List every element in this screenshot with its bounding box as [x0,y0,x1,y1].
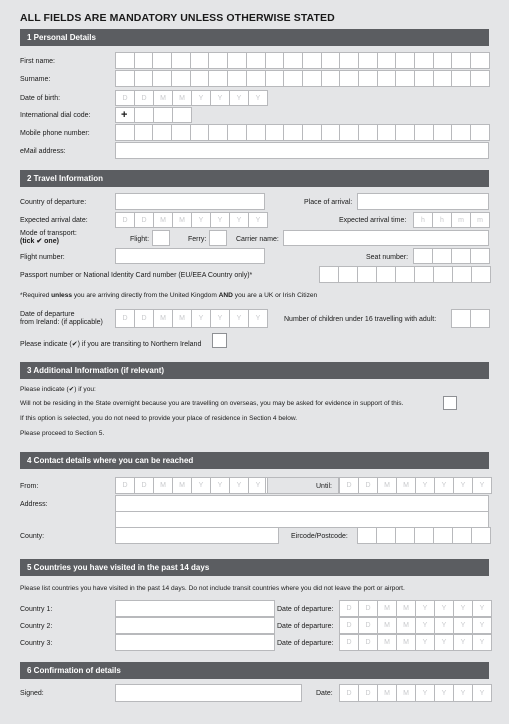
input-cell[interactable]: h [432,212,452,228]
input-cell[interactable]: M [377,634,397,651]
input-cell[interactable] [452,527,472,544]
input-cell[interactable]: Y [191,477,211,494]
county-field[interactable] [115,527,279,544]
input-cell[interactable]: M [153,90,173,106]
surname-field[interactable] [115,70,489,87]
input-cell[interactable]: Y [415,634,435,651]
country-1-label: Country 1: [20,606,53,613]
input-cell[interactable]: D [134,477,154,494]
input-cell[interactable]: D [134,212,154,228]
input-cell[interactable]: D [358,600,378,617]
input-cell[interactable]: Y [248,212,268,228]
input-cell[interactable] [395,124,415,141]
input-cell[interactable] [190,124,210,141]
option-note: If this option is selected, you do not need to provide your place of residence in Section 4 below. [20,415,298,422]
mobile-field[interactable] [115,124,489,141]
input-cell[interactable]: h [413,212,433,228]
plus-sign: + [121,109,128,121]
input-cell[interactable]: M [172,90,192,106]
input-cell[interactable] [134,52,154,69]
input-cell[interactable]: Y [472,600,492,617]
country-3-label: Country 3: [20,640,53,647]
input-cell[interactable] [414,124,434,141]
input-cell[interactable]: D [358,634,378,651]
country-departure-label: Country of departure: [20,199,87,206]
dep-ireland-label-2: from Ireland: (if applicable) [20,319,103,326]
input-cell[interactable]: M [396,600,416,617]
country-2-field[interactable] [115,617,275,634]
input-cell[interactable] [171,70,191,87]
input-cell[interactable] [395,70,415,87]
country-2-date-label: Date of departure: [277,623,334,630]
input-cell[interactable]: Y [191,309,211,328]
input-cell[interactable] [208,124,228,141]
input-cell[interactable] [358,124,378,141]
input-cell[interactable] [338,266,358,283]
arrival-date-label: Expected arrival date: [20,217,88,224]
input-cell[interactable]: M [377,600,397,617]
input-cell[interactable]: Y [434,617,454,634]
input-cell[interactable] [339,70,359,87]
input-cell[interactable] [283,70,303,87]
signature-field[interactable] [115,684,302,702]
proceed-note: Please proceed to Section 5. [20,430,105,437]
arrival-date-field[interactable] [115,212,267,228]
input-cell[interactable]: Y [210,212,230,228]
input-cell[interactable]: M [396,684,416,702]
input-cell[interactable] [376,266,396,283]
input-cell[interactable] [227,124,247,141]
input-cell[interactable]: D [358,684,378,702]
input-cell[interactable]: D [115,477,135,494]
signed-label: Signed: [20,690,44,697]
input-cell[interactable]: Y [453,477,473,494]
input-cell[interactable]: m [451,212,471,228]
input-cell[interactable]: Y [472,634,492,651]
input-cell[interactable] [208,70,228,87]
input-cell[interactable]: Y [248,309,268,328]
input-cell[interactable]: D [339,634,359,651]
input-cell[interactable]: M [377,617,397,634]
input-cell[interactable] [451,124,471,141]
input-cell[interactable] [451,309,471,328]
country-3-date-label: Date of departure: [277,640,334,647]
input-cell[interactable]: D [358,477,378,494]
section-5-header: 5 Countries you have visited in the past 14 days [20,559,489,576]
input-cell[interactable] [208,52,228,69]
place-arrival-field[interactable] [357,193,489,210]
input-cell[interactable] [413,248,433,264]
input-cell[interactable] [376,527,396,544]
input-cell[interactable] [134,124,154,141]
input-cell[interactable]: M [172,212,192,228]
input-cell[interactable] [433,124,453,141]
dob-field[interactable] [115,90,267,106]
countries-instructions: Please list countries you have visited in the past 14 days. Do not include transit countries where you did not leave the port or airport. [20,585,405,592]
seat-number-label: Seat number: [366,254,409,261]
input-cell[interactable] [414,527,434,544]
input-cell[interactable] [451,248,471,264]
dob-label: Date of birth: [20,95,61,102]
address-label: Address: [20,501,48,508]
input-cell[interactable]: Y [229,90,249,106]
input-cell[interactable]: D [358,617,378,634]
input-cell[interactable] [190,52,210,69]
section-2-header: 2 Travel Information [20,170,489,187]
country-3-date-field[interactable] [339,634,491,651]
input-cell[interactable] [395,527,415,544]
input-cell[interactable] [227,52,247,69]
input-cell[interactable] [377,70,397,87]
input-cell[interactable]: Y [472,477,492,494]
input-cell[interactable] [265,124,285,141]
input-cell[interactable]: M [396,477,416,494]
input-cell[interactable]: M [396,634,416,651]
input-cell[interactable] [433,70,453,87]
overnight-label: Will not be residing in the State overnight because you are travelling on overseas, you may be asked for evidence in support of this. [20,400,404,407]
input-cell[interactable] [451,52,471,69]
input-cell[interactable]: Y [472,684,492,702]
input-cell[interactable] [319,266,339,283]
children-field[interactable] [451,309,489,328]
input-cell[interactable] [153,107,173,123]
section-3-header: 3 Additional Information (if relevant) [20,362,489,379]
mobile-label: Mobile phone number: [20,130,90,137]
input-cell[interactable]: Y [210,90,230,106]
children-label: Number of children under 16 travelling with adult: [284,316,437,323]
input-cell[interactable]: D [134,309,154,328]
input-cell[interactable] [152,70,172,87]
country-1-field[interactable] [115,600,275,617]
input-cell[interactable]: M [153,212,173,228]
input-cell[interactable] [321,70,341,87]
carrier-label: Carrier name: [236,236,279,243]
address-field-1[interactable] [115,495,489,512]
input-cell[interactable] [283,124,303,141]
input-cell[interactable]: M [396,617,416,634]
input-cell[interactable] [470,124,490,141]
flight-number-label: Flight number: [20,254,65,261]
country-2-date-field[interactable] [339,617,491,634]
input-cell[interactable]: Y [210,477,230,494]
input-cell[interactable] [152,52,172,69]
place-arrival-label: Place of arrival: [304,199,353,206]
input-cell[interactable]: Y [191,90,211,106]
input-cell[interactable]: Y [453,600,473,617]
input-cell[interactable] [470,248,490,264]
input-cell[interactable] [470,309,490,328]
input-cell[interactable] [246,70,266,87]
form-title: ALL FIELDS ARE MANDATORY UNLESS OTHERWISE STATED [20,12,335,24]
input-cell[interactable] [115,70,135,87]
input-cell[interactable] [452,266,472,283]
dep-ireland-field[interactable] [115,309,267,328]
input-cell[interactable] [246,52,266,69]
from-date-field[interactable] [115,477,267,494]
input-cell[interactable] [172,107,192,123]
input-cell[interactable] [227,70,247,87]
input-cell[interactable]: Y [434,477,454,494]
passport-label: Passport number or National Identity Card number (EU/EEA Country only)* [20,272,253,279]
input-cell[interactable]: Y [434,684,454,702]
mode-label-1: Mode of transport: [20,230,77,237]
input-cell[interactable] [321,52,341,69]
input-cell[interactable] [152,124,172,141]
input-cell[interactable]: Y [453,617,473,634]
seat-number-field[interactable] [413,248,489,264]
transit-label: Please indicate (✔) if you are transiting to Northern Ireland [20,341,202,348]
eircode-field[interactable] [357,527,490,544]
input-cell[interactable]: m [470,212,490,228]
input-cell[interactable]: Y [191,212,211,228]
input-cell[interactable] [414,70,434,87]
input-cell[interactable]: D [339,617,359,634]
flight-number-field[interactable] [115,248,265,264]
input-cell[interactable]: D [115,212,135,228]
country-2-label: Country 2: [20,623,53,630]
input-cell[interactable] [302,70,322,87]
input-cell[interactable] [171,52,191,69]
input-cell[interactable] [377,124,397,141]
email-label: eMail address: [20,148,66,155]
mode-label-2: (tick ✔ one) [20,238,59,245]
input-cell[interactable]: D [339,477,359,494]
from-label: From: [20,483,39,490]
input-cell[interactable]: D [134,90,154,106]
input-cell[interactable]: Y [434,634,454,651]
input-cell[interactable] [433,52,453,69]
input-cell[interactable]: M [153,477,173,494]
input-cell[interactable]: Y [248,90,268,106]
surname-label: Surname: [20,76,51,83]
input-cell[interactable]: Y [434,600,454,617]
county-label: County: [20,533,45,540]
input-cell[interactable]: M [172,477,192,494]
input-cell[interactable] [321,124,341,141]
transit-checkbox[interactable] [212,333,227,348]
signed-date-field[interactable] [339,684,491,702]
arrival-time-field[interactable] [413,212,489,228]
input-cell[interactable]: Y [229,309,249,328]
eircode-label: Eircode/Postcode: [291,533,348,540]
input-cell[interactable]: D [115,309,135,328]
input-cell[interactable]: Y [472,617,492,634]
input-cell[interactable]: Y [229,477,249,494]
input-cell[interactable]: Y [415,477,435,494]
input-cell[interactable] [414,266,434,283]
input-cell[interactable] [171,124,191,141]
input-cell[interactable] [265,70,285,87]
input-cell[interactable] [358,52,378,69]
input-cell[interactable]: M [377,477,397,494]
indicate-label: Please indicate (✔) if you: [20,386,96,393]
until-label: Until: [316,483,332,490]
input-cell[interactable] [357,527,377,544]
first-name-field[interactable] [115,52,489,69]
input-cell[interactable] [190,70,210,87]
input-cell[interactable] [134,70,154,87]
input-cell[interactable]: Y [415,684,435,702]
input-cell[interactable] [395,52,415,69]
input-cell[interactable] [451,70,471,87]
required-note: *Required unless you are arriving directly from the United Kingdom AND you are a UK or Irish Citizen [20,292,318,299]
country-1-date-label: Date of departure: [277,606,334,613]
dial-code-label: International dial code: [20,112,91,119]
input-cell[interactable] [358,70,378,87]
section-1-header: 1 Personal Details [20,29,489,46]
input-cell[interactable] [357,266,377,283]
input-cell[interactable] [339,124,359,141]
input-cell[interactable]: Y [210,309,230,328]
passport-field[interactable] [319,266,490,283]
flight-label: Flight: [130,236,150,243]
input-cell[interactable]: D [339,600,359,617]
input-cell[interactable] [414,52,434,69]
input-cell[interactable] [302,52,322,69]
carrier-field[interactable] [283,230,489,246]
date-label: Date: [316,690,333,697]
section-6-header: 6 Confirmation of details [20,662,489,679]
input-cell[interactable] [265,52,285,69]
input-cell[interactable] [339,52,359,69]
input-cell[interactable]: D [115,90,135,106]
input-cell[interactable] [246,124,266,141]
email-field[interactable] [115,142,489,159]
dep-ireland-label-1: Date of departure [20,311,75,318]
ferry-checkbox[interactable] [209,230,227,246]
first-name-label: First name: [20,58,56,65]
input-cell[interactable]: M [153,309,173,328]
address-field-2[interactable] [115,511,489,528]
input-cell[interactable]: Y [415,617,435,634]
input-cell[interactable] [433,527,453,544]
country-1-date-field[interactable] [339,600,491,617]
input-cell[interactable] [134,107,154,123]
input-cell[interactable]: Y [453,634,473,651]
input-cell[interactable]: Y [229,212,249,228]
input-cell[interactable] [432,248,452,264]
input-cell[interactable]: Y [248,477,268,494]
overnight-checkbox[interactable] [443,396,457,410]
input-cell[interactable]: Y [415,600,435,617]
input-cell[interactable]: Y [453,684,473,702]
flight-checkbox[interactable] [152,230,170,246]
input-cell[interactable]: M [172,309,192,328]
input-cell[interactable] [395,266,415,283]
input-cell[interactable] [433,266,453,283]
input-cell[interactable] [471,266,491,283]
input-cell[interactable] [471,527,491,544]
until-date-field[interactable] [339,477,491,494]
section-4-header: 4 Contact details where you can be reached [20,452,489,469]
input-cell[interactable]: D [339,684,359,702]
arrival-time-label: Expected arrival time: [339,217,407,224]
input-cell[interactable] [470,52,490,69]
input-cell[interactable] [283,52,303,69]
input-cell[interactable] [302,124,322,141]
input-cell[interactable]: M [377,684,397,702]
ferry-label: Ferry: [188,236,207,243]
input-cell[interactable] [470,70,490,87]
country-departure-field[interactable] [115,193,265,210]
input-cell[interactable] [377,52,397,69]
input-cell[interactable] [115,124,135,141]
country-3-field[interactable] [115,634,275,651]
input-cell[interactable] [115,52,135,69]
